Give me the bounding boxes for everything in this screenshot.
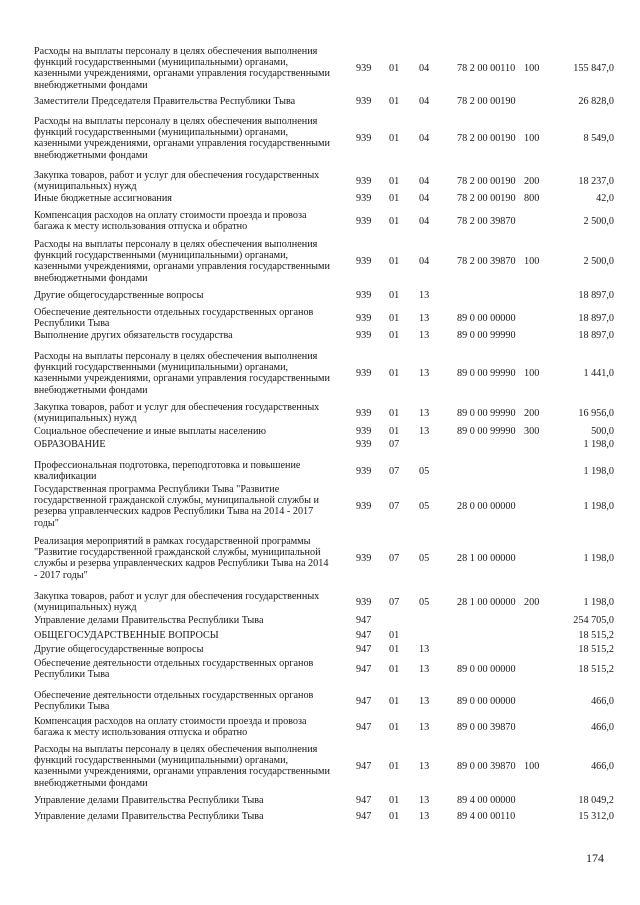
row-name: Расходы на выплаты персоналу в целях обеспечения выполнения функций государственными (муниципальными) органами, казенными учреждениями, органами управления государственными внебюджетными фондами xyxy=(34,744,330,789)
row-rz: 01 xyxy=(389,193,400,204)
row-adm: 939 xyxy=(356,368,372,379)
row-rz: 01 xyxy=(389,426,400,437)
row-adm: 939 xyxy=(356,290,372,301)
row-adm: 947 xyxy=(356,615,372,626)
row-name: Расходы на выплаты персоналу в целях обеспечения выполнения функций государственными (муниципальными) органами, казенными учреждениями, органами управления государственными внебюджетными фондами xyxy=(34,239,330,284)
row-csr: 28 1 00 00000 xyxy=(457,553,516,564)
row-vr: 100 xyxy=(524,256,540,267)
row-rz: 01 xyxy=(389,96,400,107)
row-pr: 13 xyxy=(419,811,430,822)
row-rz: 07 xyxy=(389,597,400,608)
row-pr: 05 xyxy=(419,501,430,512)
row-rz: 01 xyxy=(389,313,400,324)
row-vr: 100 xyxy=(524,63,540,74)
row-csr: 28 0 00 00000 xyxy=(457,501,516,512)
row-rz: 01 xyxy=(389,256,400,267)
row-pr: 05 xyxy=(419,466,430,477)
row-sum: 18 897,0 xyxy=(578,330,614,341)
row-name: Расходы на выплаты персоналу в целях обеспечения выполнения функций государственными (муниципальными) органами, казенными учреждениями, органами управления государственными внебюджетными фондами xyxy=(34,351,330,396)
row-rz: 01 xyxy=(389,795,400,806)
row-csr: 89 0 00 00000 xyxy=(457,313,516,324)
row-rz: 01 xyxy=(389,330,400,341)
row-csr: 89 0 00 99990 xyxy=(457,408,516,419)
row-rz: 01 xyxy=(389,176,400,187)
row-sum: 500,0 xyxy=(591,426,614,437)
row-rz: 07 xyxy=(389,553,400,564)
row-vr: 100 xyxy=(524,368,540,379)
row-name: Реализация мероприятий в рамках государственной программы "Развитие государственной гражданской службы, муниципальной службы и резерва управленческих кадров Республики Тыва на 2014 - 2017 годы" xyxy=(34,536,329,581)
row-adm: 939 xyxy=(356,96,372,107)
row-csr: 89 0 00 99990 xyxy=(457,368,516,379)
row-name: Выполнение других обязательств государства xyxy=(34,330,233,341)
row-name: Обеспечение деятельности отдельных государственных органов Республики Тыва xyxy=(34,658,314,681)
row-sum: 1 441,0 xyxy=(583,368,614,379)
row-csr: 89 0 00 39870 xyxy=(457,722,516,733)
row-pr: 13 xyxy=(419,313,430,324)
row-sum: 16 956,0 xyxy=(578,408,614,419)
row-adm: 939 xyxy=(356,466,372,477)
row-name: Закупка товаров, работ и услуг для обеспечения государственных (муниципальных) нужд xyxy=(34,170,320,193)
row-pr: 04 xyxy=(419,133,430,144)
row-name: ОБЩЕГОСУДАРСТВЕННЫЕ ВОПРОСЫ xyxy=(34,630,219,641)
row-name: Заместители Председателя Правительства Республики Тыва xyxy=(34,96,296,107)
row-sum: 18 897,0 xyxy=(578,313,614,324)
row-sum: 1 198,0 xyxy=(583,597,614,608)
row-pr: 04 xyxy=(419,96,430,107)
row-adm: 947 xyxy=(356,644,372,655)
row-pr: 04 xyxy=(419,216,430,227)
row-csr: 89 0 00 00000 xyxy=(457,696,516,707)
row-sum: 1 198,0 xyxy=(583,466,614,477)
row-vr: 200 xyxy=(524,408,540,419)
row-sum: 2 500,0 xyxy=(583,256,614,267)
row-vr: 100 xyxy=(524,133,540,144)
row-pr: 04 xyxy=(419,193,430,204)
row-name: Компенсация расходов на оплату стоимости проезда и провоза багажа к месту использования отпуска и обратно xyxy=(34,210,307,233)
row-sum: 18 049,2 xyxy=(578,795,614,806)
row-rz: 01 xyxy=(389,644,400,655)
row-pr: 13 xyxy=(419,761,430,772)
row-name: Компенсация расходов на оплату стоимости проезда и провоза багажа к месту использования отпуска и обратно xyxy=(34,716,307,739)
row-rz: 07 xyxy=(389,466,400,477)
row-pr: 13 xyxy=(419,426,430,437)
row-csr: 78 2 00 00110 xyxy=(457,63,516,74)
row-adm: 939 xyxy=(356,193,372,204)
row-rz: 01 xyxy=(389,696,400,707)
row-sum: 18 897,0 xyxy=(578,290,614,301)
row-adm: 939 xyxy=(356,256,372,267)
row-rz: 01 xyxy=(389,216,400,227)
row-name: Управление делами Правительства Республики Тыва xyxy=(34,811,264,822)
row-adm: 939 xyxy=(356,501,372,512)
row-rz: 07 xyxy=(389,439,400,450)
row-rz: 01 xyxy=(389,630,400,641)
row-pr: 04 xyxy=(419,63,430,74)
row-adm: 939 xyxy=(356,553,372,564)
row-pr: 13 xyxy=(419,795,430,806)
row-csr: 89 0 00 00000 xyxy=(457,664,516,675)
row-sum: 1 198,0 xyxy=(583,553,614,564)
row-sum: 254 705,0 xyxy=(573,615,614,626)
row-sum: 466,0 xyxy=(591,722,614,733)
row-vr: 200 xyxy=(524,176,540,187)
row-adm: 947 xyxy=(356,795,372,806)
row-pr: 05 xyxy=(419,597,430,608)
row-name: Управление делами Правительства Республики Тыва xyxy=(34,615,264,626)
row-rz: 01 xyxy=(389,133,400,144)
row-adm: 939 xyxy=(356,597,372,608)
row-pr: 13 xyxy=(419,408,430,419)
row-name: Обеспечение деятельности отдельных государственных органов Республики Тыва xyxy=(34,307,314,330)
row-name: Закупка товаров, работ и услуг для обеспечения государственных (муниципальных) нужд xyxy=(34,591,320,614)
row-csr: 89 0 00 39870 xyxy=(457,761,516,772)
row-name: Государственная программа Республики Тыва "Развитие государственной гражданской службы, муниципальной службы и резерва управленческих кадров Республики Тыва на 2014 - 2017 годы" xyxy=(34,484,319,529)
row-adm: 947 xyxy=(356,761,372,772)
row-pr: 04 xyxy=(419,256,430,267)
row-name: Закупка товаров, работ и услуг для обеспечения государственных (муниципальных) нужд xyxy=(34,402,320,425)
row-sum: 466,0 xyxy=(591,696,614,707)
row-sum: 18 237,0 xyxy=(578,176,614,187)
row-pr: 13 xyxy=(419,644,430,655)
row-pr: 13 xyxy=(419,368,430,379)
row-pr: 13 xyxy=(419,722,430,733)
row-sum: 1 198,0 xyxy=(583,439,614,450)
row-sum: 466,0 xyxy=(591,761,614,772)
row-rz: 07 xyxy=(389,501,400,512)
row-sum: 18 515,2 xyxy=(578,630,614,641)
row-csr: 78 2 00 39870 xyxy=(457,216,516,227)
row-csr: 78 2 00 00190 xyxy=(457,96,516,107)
row-adm: 947 xyxy=(356,696,372,707)
row-vr: 300 xyxy=(524,426,540,437)
row-adm: 939 xyxy=(356,63,372,74)
row-name: ОБРАЗОВАНИЕ xyxy=(34,439,106,450)
row-name: Расходы на выплаты персоналу в целях обеспечения выполнения функций государственными (муниципальными) органами, казенными учреждениями, органами управления государственными внебюджетными фондами xyxy=(34,46,330,91)
row-sum: 26 828,0 xyxy=(578,96,614,107)
row-vr: 100 xyxy=(524,761,540,772)
row-name: Иные бюджетные ассигнования xyxy=(34,193,172,204)
row-sum: 8 549,0 xyxy=(583,133,614,144)
row-adm: 939 xyxy=(356,408,372,419)
row-sum: 18 515,2 xyxy=(578,664,614,675)
row-rz: 01 xyxy=(389,290,400,301)
row-rz: 01 xyxy=(389,761,400,772)
row-adm: 939 xyxy=(356,313,372,324)
row-rz: 01 xyxy=(389,368,400,379)
row-sum: 1 198,0 xyxy=(583,501,614,512)
row-csr: 89 0 00 99990 xyxy=(457,330,516,341)
row-csr: 89 4 00 00110 xyxy=(457,811,516,822)
row-pr: 13 xyxy=(419,330,430,341)
row-rz: 01 xyxy=(389,722,400,733)
row-rz: 01 xyxy=(389,811,400,822)
row-adm: 939 xyxy=(356,330,372,341)
row-csr: 78 2 00 39870 xyxy=(457,256,516,267)
row-csr: 89 4 00 00000 xyxy=(457,795,516,806)
row-adm: 947 xyxy=(356,630,372,641)
row-sum: 155 847,0 xyxy=(573,63,614,74)
row-pr: 13 xyxy=(419,696,430,707)
row-sum: 2 500,0 xyxy=(583,216,614,227)
row-sum: 42,0 xyxy=(596,193,614,204)
row-pr: 04 xyxy=(419,176,430,187)
row-vr: 200 xyxy=(524,597,540,608)
row-rz: 01 xyxy=(389,664,400,675)
row-pr: 05 xyxy=(419,553,430,564)
row-adm: 939 xyxy=(356,133,372,144)
row-adm: 947 xyxy=(356,811,372,822)
row-name: Социальное обеспечение и иные выплаты населению xyxy=(34,426,267,437)
row-name: Другие общегосударственные вопросы xyxy=(34,290,204,301)
row-sum: 18 515,2 xyxy=(578,644,614,655)
row-name: Расходы на выплаты персоналу в целях обеспечения выполнения функций государственными (муниципальными) органами, казенными учреждениями, органами управления государственными внебюджетными фондами xyxy=(34,116,330,161)
row-adm: 939 xyxy=(356,176,372,187)
row-adm: 939 xyxy=(356,439,372,450)
row-vr: 800 xyxy=(524,193,540,204)
page-number: 174 xyxy=(586,851,604,865)
row-adm: 939 xyxy=(356,426,372,437)
row-csr: 78 2 00 00190 xyxy=(457,193,516,204)
row-pr: 13 xyxy=(419,290,430,301)
row-adm: 939 xyxy=(356,216,372,227)
row-rz: 01 xyxy=(389,63,400,74)
row-name: Другие общегосударственные вопросы xyxy=(34,644,204,655)
row-csr: 89 0 00 99990 xyxy=(457,426,516,437)
row-csr: 28 1 00 00000 xyxy=(457,597,516,608)
row-adm: 947 xyxy=(356,722,372,733)
row-csr: 78 2 00 00190 xyxy=(457,176,516,187)
row-rz: 01 xyxy=(389,408,400,419)
row-adm: 947 xyxy=(356,664,372,675)
row-csr: 78 2 00 00190 xyxy=(457,133,516,144)
row-sum: 15 312,0 xyxy=(578,811,614,822)
row-name: Обеспечение деятельности отдельных государственных органов Республики Тыва xyxy=(34,690,314,713)
row-name: Профессиональная подготовка, переподготовка и повышение квалификации xyxy=(34,460,301,483)
row-pr: 13 xyxy=(419,664,430,675)
row-name: Управление делами Правительства Республики Тыва xyxy=(34,795,264,806)
